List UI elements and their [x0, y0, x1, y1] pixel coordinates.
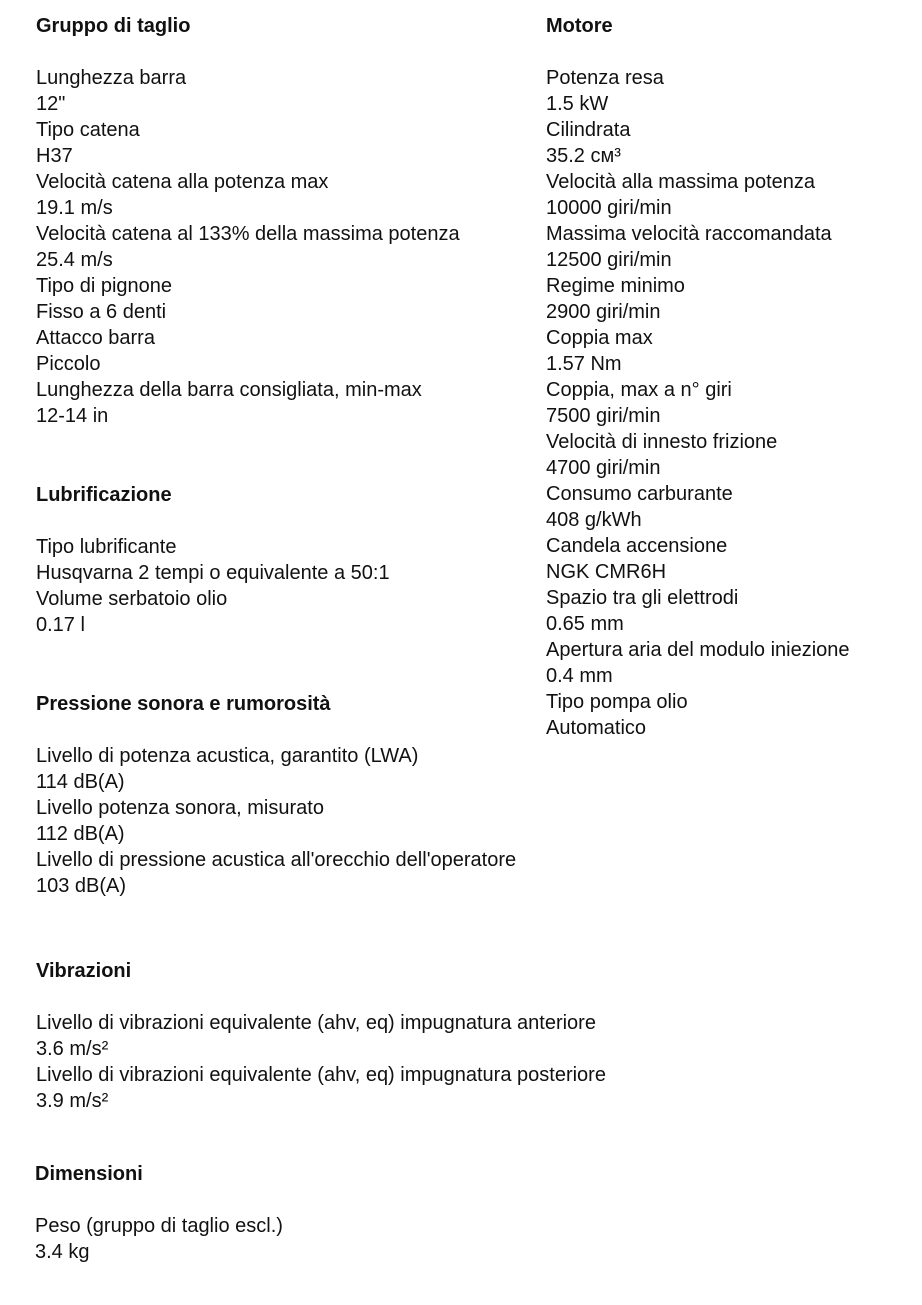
cutting-section — [36, 13, 460, 429]
spec-value: NGK CMR6H — [546, 561, 667, 583]
spec-label: Lunghezza barra — [36, 67, 187, 89]
spec-label: Regime minimo — [546, 275, 685, 297]
spec-label: Tipo catena — [36, 119, 140, 141]
spec-value: Automatico — [546, 717, 647, 739]
spec-label: Livello di potenza acustica, garantito (LWA) — [36, 745, 419, 767]
spec-label: Volume serbatoio olio — [36, 588, 228, 610]
spec-label: Tipo pompa olio — [546, 691, 688, 713]
spec-label: Attacco barra — [36, 327, 155, 349]
spec-label: Coppia max — [546, 327, 653, 349]
spec-value: 12" — [36, 93, 66, 115]
spec-label: Livello di vibrazioni equivalente (ahv, eq) impugnatura posteriore — [36, 1064, 606, 1086]
spec-value: 3.4 kg — [35, 1241, 90, 1263]
lubrication-heading: Lubrificazione — [36, 484, 172, 506]
dimensions-section — [35, 1161, 283, 1265]
spec-label: Livello di pressione acustica all'orecchio dell'operatore — [36, 849, 517, 871]
spec-value: 114 dB(A) — [36, 771, 125, 793]
engine-section — [546, 13, 850, 741]
spec-value: 12-14 in — [36, 405, 109, 427]
sound-section — [36, 691, 516, 899]
spec-value: 25.4 m/s — [36, 249, 113, 271]
cutting-heading: Gruppo di taglio — [36, 15, 191, 37]
sound-heading: Pressione sonora e rumorosità — [36, 693, 331, 715]
spec-label: Livello di vibrazioni equivalente (ahv, eq) impugnatura anteriore — [36, 1012, 596, 1034]
vibration-heading: Vibrazioni — [36, 960, 132, 982]
spec-value: 3.9 m/s² — [36, 1090, 109, 1112]
spec-value: 4700 giri/min — [546, 457, 661, 479]
spec-value: 0.65 mm — [546, 613, 624, 635]
spec-value: 12500 giri/min — [546, 249, 672, 271]
spec-label: Cilindrata — [546, 119, 631, 141]
spec-value: 0.17 l — [36, 614, 85, 636]
spec-value: 1.5 kW — [546, 93, 609, 115]
spec-label: Coppia, max a n° giri — [546, 379, 732, 401]
spec-value: 3.6 m/s² — [36, 1038, 109, 1060]
spec-label: Spazio tra gli elettrodi — [546, 587, 739, 609]
spec-value: 1.57 Nm — [546, 353, 622, 375]
spec-value: H37 — [36, 145, 73, 167]
spec-label: Consumo carburante — [546, 483, 733, 505]
spec-value: Husqvarna 2 tempi o equivalente a 50:1 — [36, 562, 390, 584]
spec-label: Potenza resa — [546, 67, 664, 89]
engine-heading: Motore — [546, 15, 613, 37]
spec-label: Lunghezza della barra consigliata, min-max — [36, 379, 422, 401]
dimensions-heading: Dimensioni — [35, 1163, 143, 1185]
spec-value: 35.2 см³ — [546, 145, 621, 167]
spec-value: 103 dB(A) — [36, 875, 127, 897]
spec-value: Fisso a 6 denti — [36, 301, 167, 323]
spec-value: Piccolo — [36, 353, 101, 375]
spec-value: 408 g/kWh — [546, 509, 642, 531]
spec-label: Candela accensione — [546, 535, 728, 557]
spec-label: Tipo lubrificante — [36, 536, 177, 558]
lubrication-section — [36, 482, 390, 638]
spec-label: Velocità catena alla potenza max — [36, 171, 329, 193]
spec-value: 7500 giri/min — [546, 405, 661, 427]
spec-label: Velocità alla massima potenza — [546, 171, 816, 193]
vibration-section — [36, 958, 606, 1114]
spec-value: 19.1 m/s — [36, 197, 113, 219]
spec-value: 0.4 mm — [546, 665, 613, 687]
spec-label: Apertura aria del modulo iniezione — [546, 639, 850, 661]
spec-label: Massima velocità raccomandata — [546, 223, 832, 245]
spec-label: Velocità catena al 133% della massima potenza — [36, 223, 460, 245]
spec-label: Tipo di pignone — [36, 275, 173, 297]
spec-value: 10000 giri/min — [546, 197, 672, 219]
spec-value: 2900 giri/min — [546, 301, 661, 323]
spec-label: Livello potenza sonora, misurato — [36, 797, 324, 819]
spec-label: Velocità di innesto frizione — [546, 431, 778, 453]
spec-value: 112 dB(A) — [36, 823, 125, 845]
spec-label: Peso (gruppo di taglio escl.) — [35, 1215, 283, 1237]
